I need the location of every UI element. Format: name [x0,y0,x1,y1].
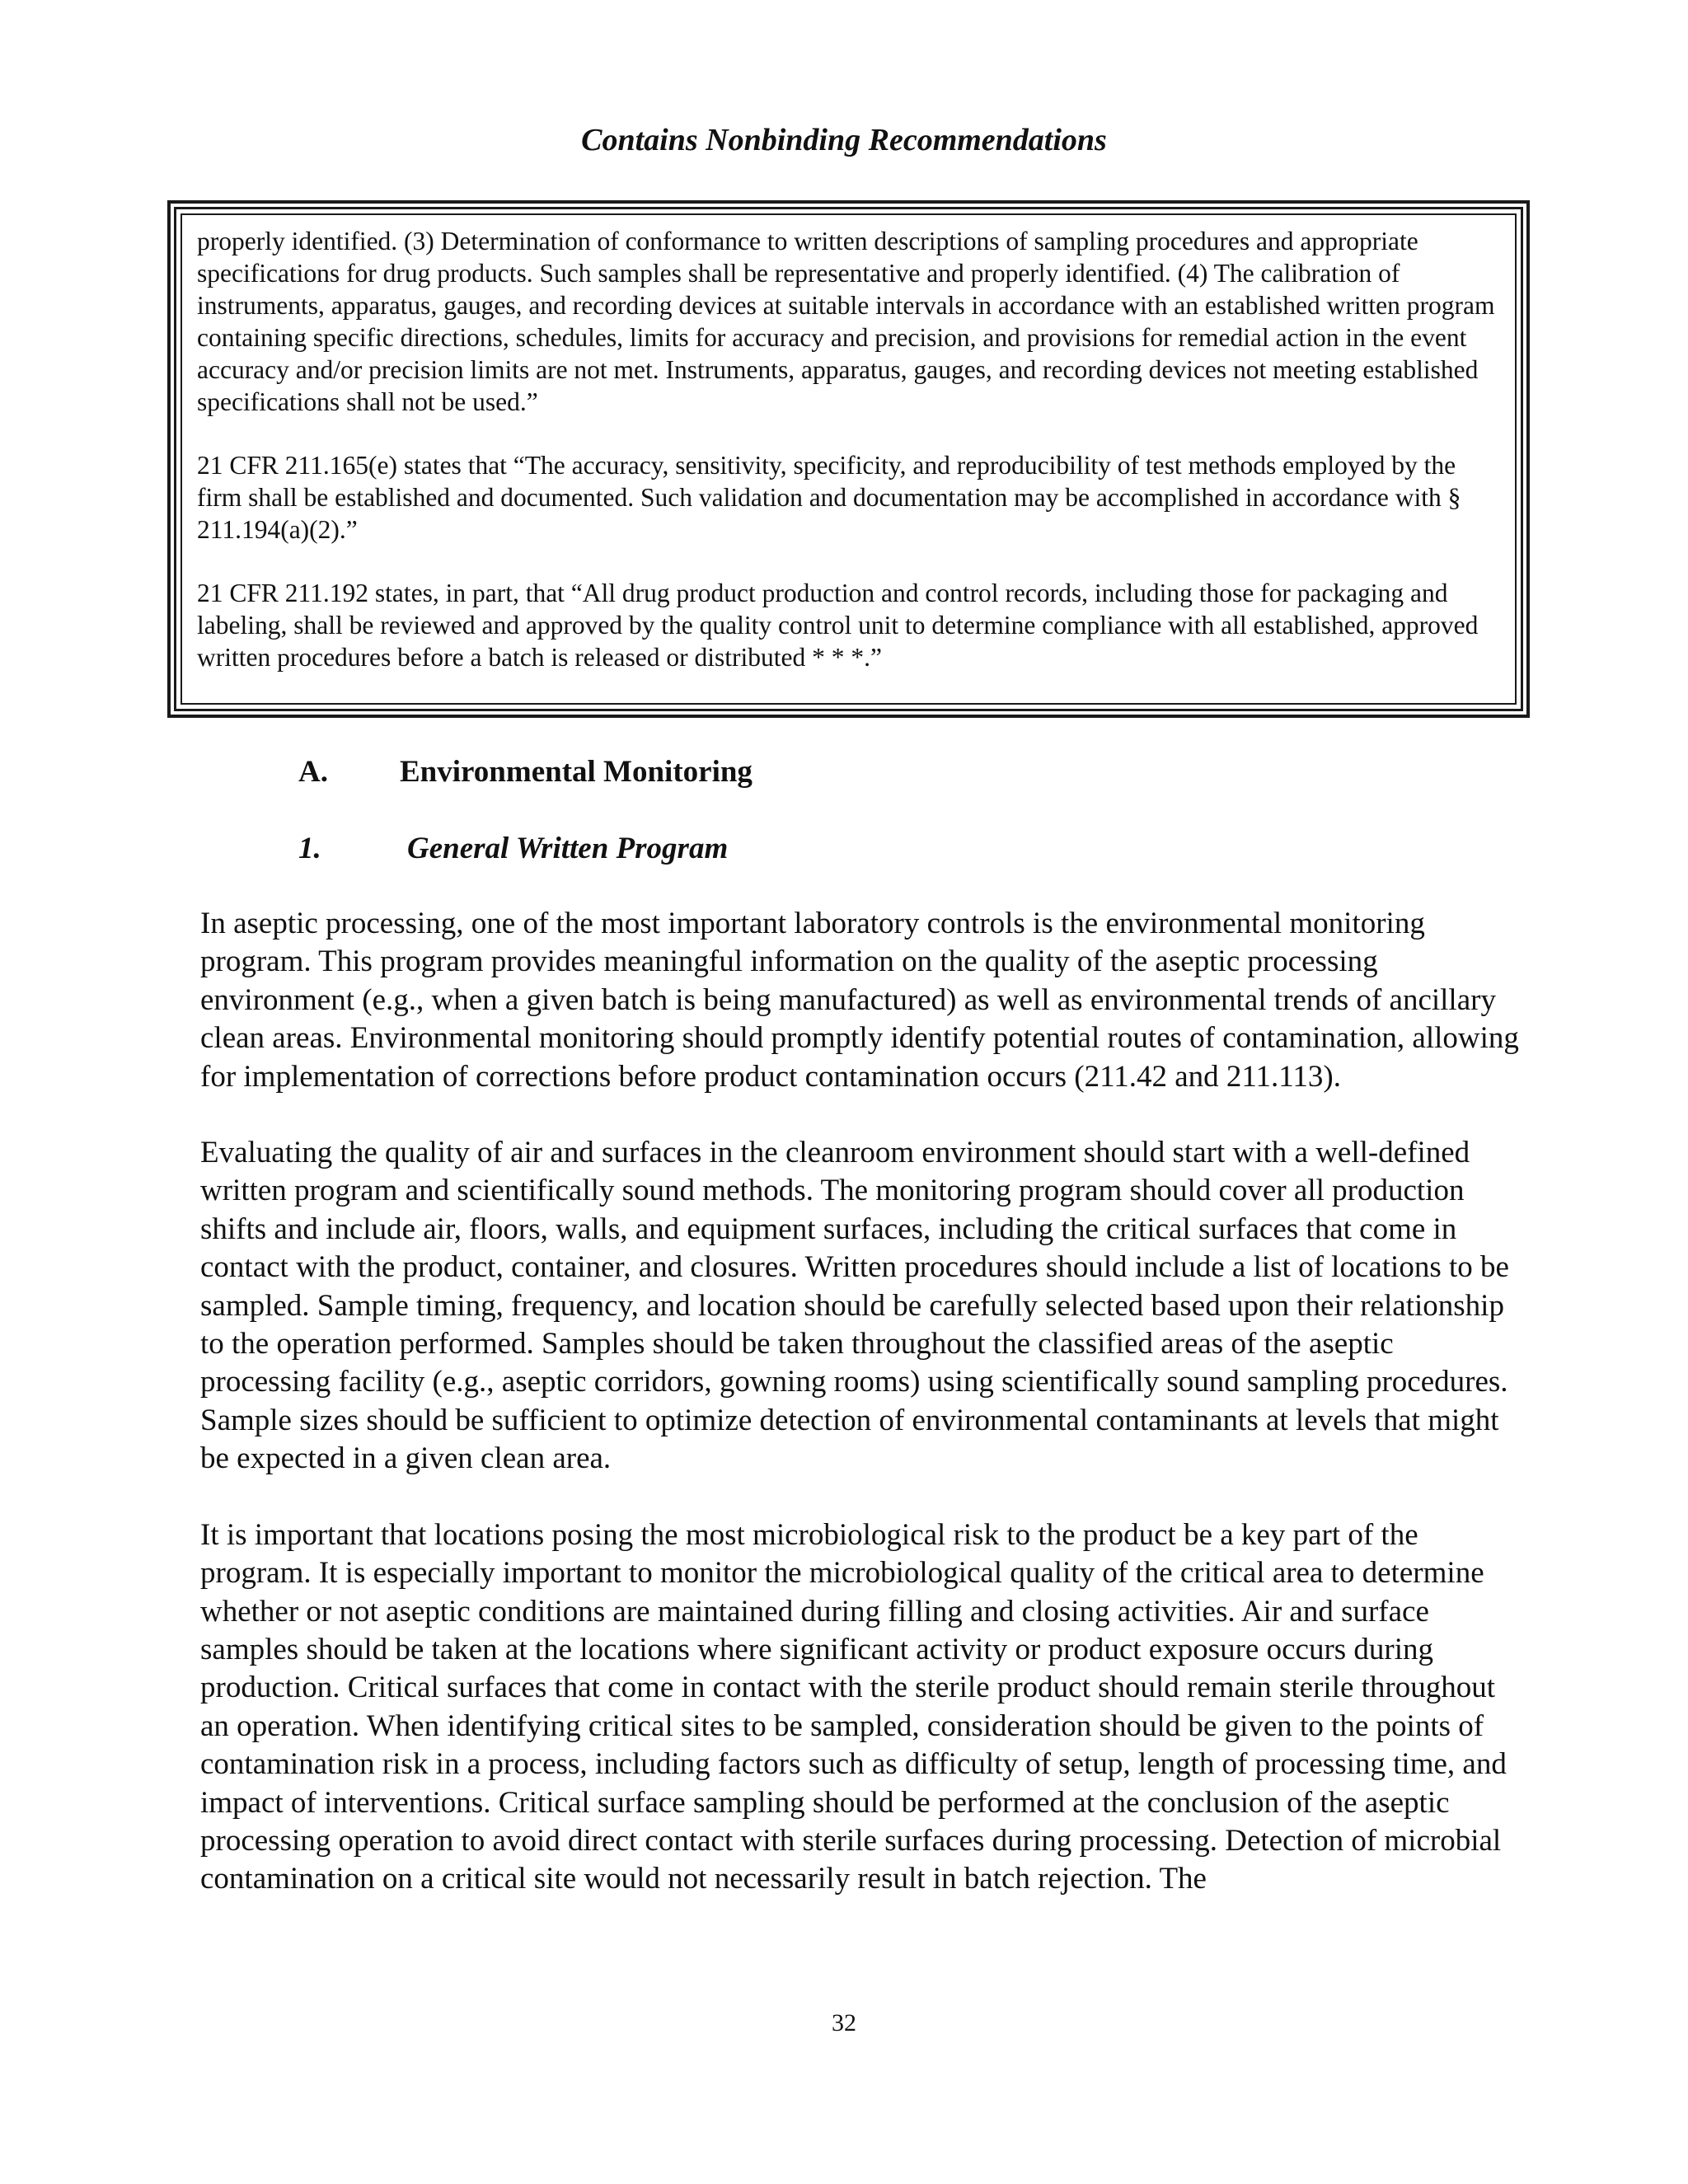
subsection-title: General Written Program [407,832,729,865]
regulation-quote-box-content [181,213,1517,705]
page-number: 32 [832,2009,856,2036]
regulation-paragraph-2: 21 CFR 211.165(e) states that “The accuracy, sensitivity, specificity, and reproducibility of test methods employed by the firm shall be established and documented. Such validation and documentation may be accomplished in accordance with § 211.194(a)(2).” [197,451,1461,544]
body-paragraph-2: Evaluating the quality of air and surfaces in the cleanroom environment should start with a well-defined written program and scientifically sound methods. The monitoring program should cover all production shifts and include air, floors, walls, and equipment surfaces, including the critical surfaces that come in contact with the product, container, and closures. Written procedures should include a list of locations to be sampled. Sample timing, frequency, and location should be carefully selected based upon their relationship to the operation performed. Samples should be taken throughout the classified areas of the aseptic processing facility (e.g., aseptic corridors, gowning rooms) using scientifically sound sampling procedures. Sample sizes should be sufficient to optimize detection of environmental contaminants at levels that might be expected in a given clean area. [200,1136,1509,1476]
body-paragraph-3: It is important that locations posing the most microbiological risk to the product be a key part of the program. It is especially important to monitor the microbiological quality of the critical area to determine whether or not aseptic conditions are maintained during filling and closing activities. Air and surface samples should be taken at the locations where significant activity or product exposure occurs during production. Critical surfaces that come in contact with the sterile product should remain sterile throughout an operation. When identifying critical sites to be sampled, consideration should be given to the points of contamination risk in a process, including factors such as difficulty of setup, length of processing time, and impact of interventions. Critical surface sampling should be performed at the conclusion of the aseptic processing operation to avoid direct contact with sterile surfaces during processing. Detection of microbial contamination on a critical site would not necessarily result in batch rejection. The [200,1517,1507,1896]
section-title: Environmental Monitoring [400,755,753,789]
subsection-number: 1. [298,832,321,865]
body-text [200,905,1519,1937]
page-header: Contains Nonbinding Recommendations [581,123,1107,157]
subsection-heading [298,831,728,866]
section-heading [298,754,753,790]
regulation-quote-box-inner-border [174,207,1523,711]
regulation-paragraph-1: properly identified. (3) Determination of conformance to written descriptions of sampling procedures and appropriate specifications for drug products. Such samples shall be representative and properly identified. (4) The calibration of instruments, apparatus, gauges, and recording devices at suitable intervals in accordance with an established written program containing specific directions, schedules, limits for accuracy and precision, and provisions for remedial action in the event accuracy and/or precision limits are not met. Instruments, apparatus, gauges, and recording devices not meeting established specifications shall not be used.” [197,227,1495,416]
section-number: A. [298,755,328,789]
regulation-paragraph-3: 21 CFR 211.192 states, in part, that “All drug product production and control records, including those for packaging and labeling, shall be reviewed and approved by the quality control unit to determine compliance with all established, approved written procedures before a batch is released or distributed * * *.” [197,579,1479,672]
regulation-quote-box [167,200,1530,718]
body-paragraph-1: In aseptic processing, one of the most important laboratory controls is the environmental monitoring program. This program provides meaningful information on the quality of the aseptic processing environment (e.g., when a given batch is being manufactured) as well as environmental trends of ancillary clean areas. Environmental monitoring should promptly identify potential routes of contamination, allowing for implementation of corrections before product contamination occurs (211.42 and 211.113). [200,907,1519,1094]
